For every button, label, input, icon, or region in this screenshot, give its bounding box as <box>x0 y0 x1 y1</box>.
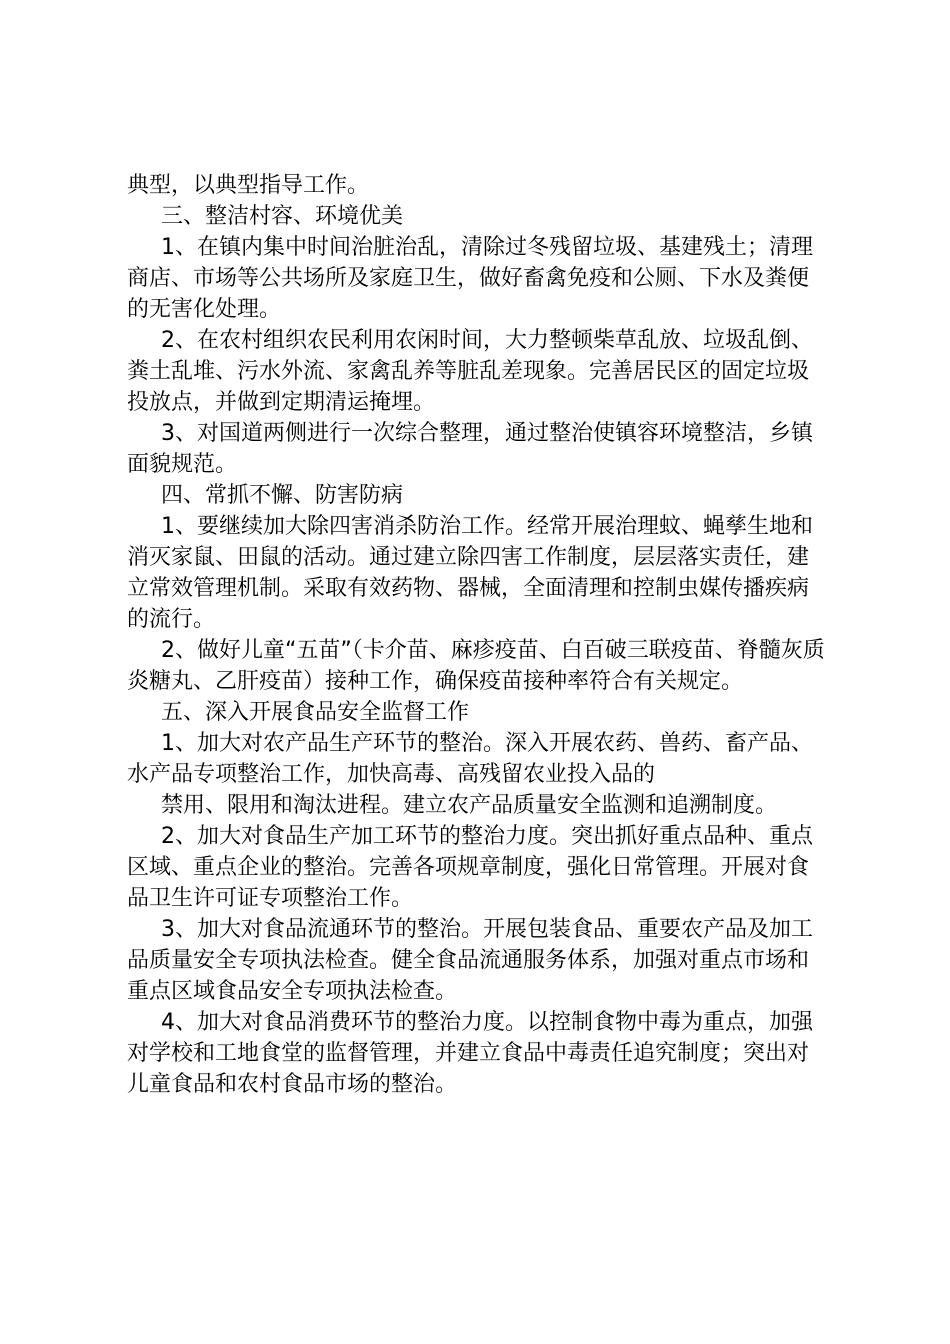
paragraph-5-3: 3、加大对食品流通环节的整治。开展包装食品、重要农产品及加工品质量安全专项执法检查。健全食品流通服务体系，加强对重点市场和重点区域食品安全专项执法检查。 <box>127 917 813 1004</box>
paragraph-4-2: 2、做好儿童“五苗”（卡介苗、麻疹疫苗、白百破三联疫苗、脊髓灰质炎糖丸、乙肝疫苗）接种工作，确保疫苗接种率符合有关规定。 <box>127 638 825 694</box>
paragraph-4-1: 1、要继续加大除四害消杀防治工作。经常开展治理蚊、蝇孳生地和消灭家鼠、田鼠的活动。通过建立除四害工作制度，层层落实责任，建立常效管理机制。采取有效药物、器械，全面清理和控制虫媒传播疾病的流行。 <box>127 514 813 632</box>
paragraph-5-1: 1、加大对农产品生产环节的整治。深入开展农药、兽药、畜产品、水产品专项整治工作，加快高毒、高残留农业投入品的 <box>127 731 813 787</box>
paragraph-3-3: 3、对国道两侧进行一次综合整理，通过整治使镇容环境整洁，乡镇面貌规范。 <box>127 421 813 477</box>
document-body <box>127 170 827 1100</box>
section-heading-3: 三、整洁村容、环境优美 <box>161 204 404 229</box>
section-heading-4: 四、常抓不懈、防害防病 <box>161 483 404 508</box>
paragraph-3-1: 1、在镇内集中时间治脏治乱，清除过冬残留垃圾、基建残土；清理商店、市场等公共场所及家庭卫生，做好畜禽免疫和公厕、下水及粪便的无害化处理。 <box>127 235 813 322</box>
paragraph-3-2: 2、在农村组织农民利用农闲时间，大力整顿柴草乱放、垃圾乱倒、粪土乱堆、污水外流、家禽乱养等脏乱差现象。完善居民区的固定垃圾投放点，并做到定期清运掩埋。 <box>127 328 813 415</box>
paragraph-5-2: 2、加大对食品生产加工环节的整治力度。突出抓好重点品种、重点区域、重点企业的整治。完善各项规章制度，强化日常管理。开展对食品卫生许可证专项整治工作。 <box>127 824 813 911</box>
paragraph-5-4: 4、加大对食品消费环节的整治力度。以控制食物中毒为重点，加强对学校和工地食堂的监督管理，并建立食品中毒责任追究制度；突出对儿童食品和农村食品市场的整治。 <box>127 1010 813 1097</box>
paragraph-continuation: 典型，以典型指导工作。 <box>127 173 370 198</box>
section-heading-5: 五、深入开展食品安全监督工作 <box>161 700 470 725</box>
paragraph-5-1-continued: 禁用、限用和淘汰进程。建立农产品质量安全监测和追溯制度。 <box>161 793 778 818</box>
